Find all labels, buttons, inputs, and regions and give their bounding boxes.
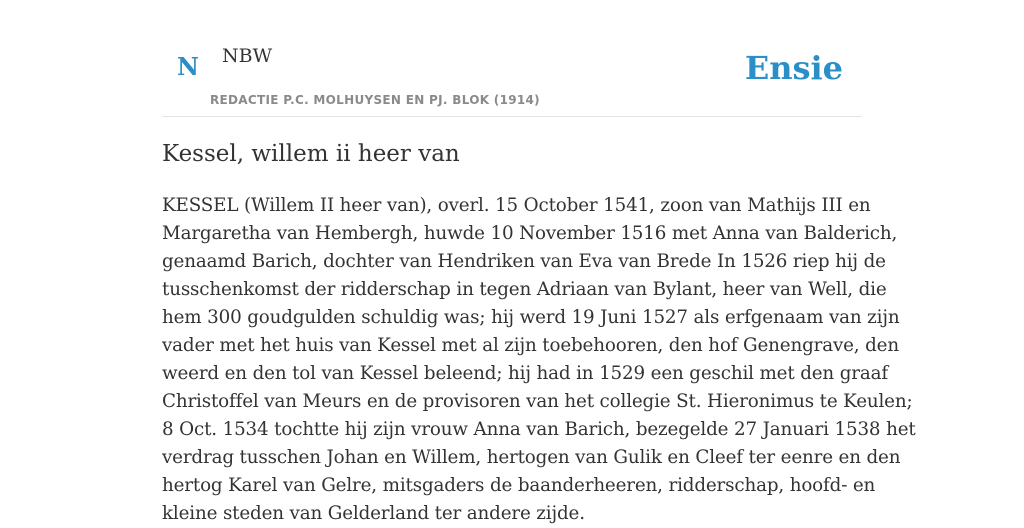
article-line: tusschenkomst der ridderschap in tegen Adriaan van Bylant, heer van Well, die bbox=[162, 279, 887, 300]
article-line: hem 300 goudgulden schuldig was; hij werd 19 Juni 1527 als erfgenaam van zijn bbox=[162, 307, 900, 328]
article-line: kleine steden van Gelderland ter andere zijde. bbox=[162, 503, 585, 524]
source-name[interactable]: NBW bbox=[222, 45, 273, 67]
page-title: Kessel, willem ii heer van bbox=[162, 141, 460, 167]
article-line: vader met het huis van Kessel met al zijn toebehooren, den hof Genengrave, den bbox=[162, 335, 899, 356]
source-subtitle: REDACTIE P.C. MOLHUYSEN EN PJ. BLOK (1914) bbox=[210, 93, 540, 107]
article-line: hertog Karel van Gelre, mitsgaders de baanderheeren, ridderschap, hoofd- en bbox=[162, 475, 876, 496]
article-line: 8 Oct. 1534 tochtte hij zijn vrouw Anna van Barich, bezegelde 27 Januari 1538 het bbox=[162, 419, 916, 440]
article-line: verdrag tusschen Johan en Willem, hertogen van Gulik en Cleef ter eenre en den bbox=[162, 447, 901, 468]
page-container bbox=[162, 0, 916, 524]
article-body bbox=[162, 192, 916, 528]
brand-logo[interactable]: Ensie bbox=[744, 49, 843, 87]
article-line: Margaretha van Hembergh, huwde 10 November 1516 met Anna van Balderich, bbox=[162, 223, 898, 244]
article-line: weerd en den tol van Kessel beleend; hij had in 1529 een geschil met den graaf bbox=[162, 363, 888, 384]
article-line: Christoffel van Meurs en de provisoren van het collegie St. Hieronimus te Keulen; bbox=[162, 391, 913, 412]
header bbox=[162, 0, 862, 117]
article-line: genaamd Barich, dochter van Hendriken van Eva van Brede In 1526 riep hij de bbox=[162, 251, 886, 272]
article-line: KESSEL (Willem II heer van), overl. 15 October 1541, zoon van Mathijs III en bbox=[162, 195, 871, 216]
source-logo[interactable]: N bbox=[177, 52, 199, 81]
